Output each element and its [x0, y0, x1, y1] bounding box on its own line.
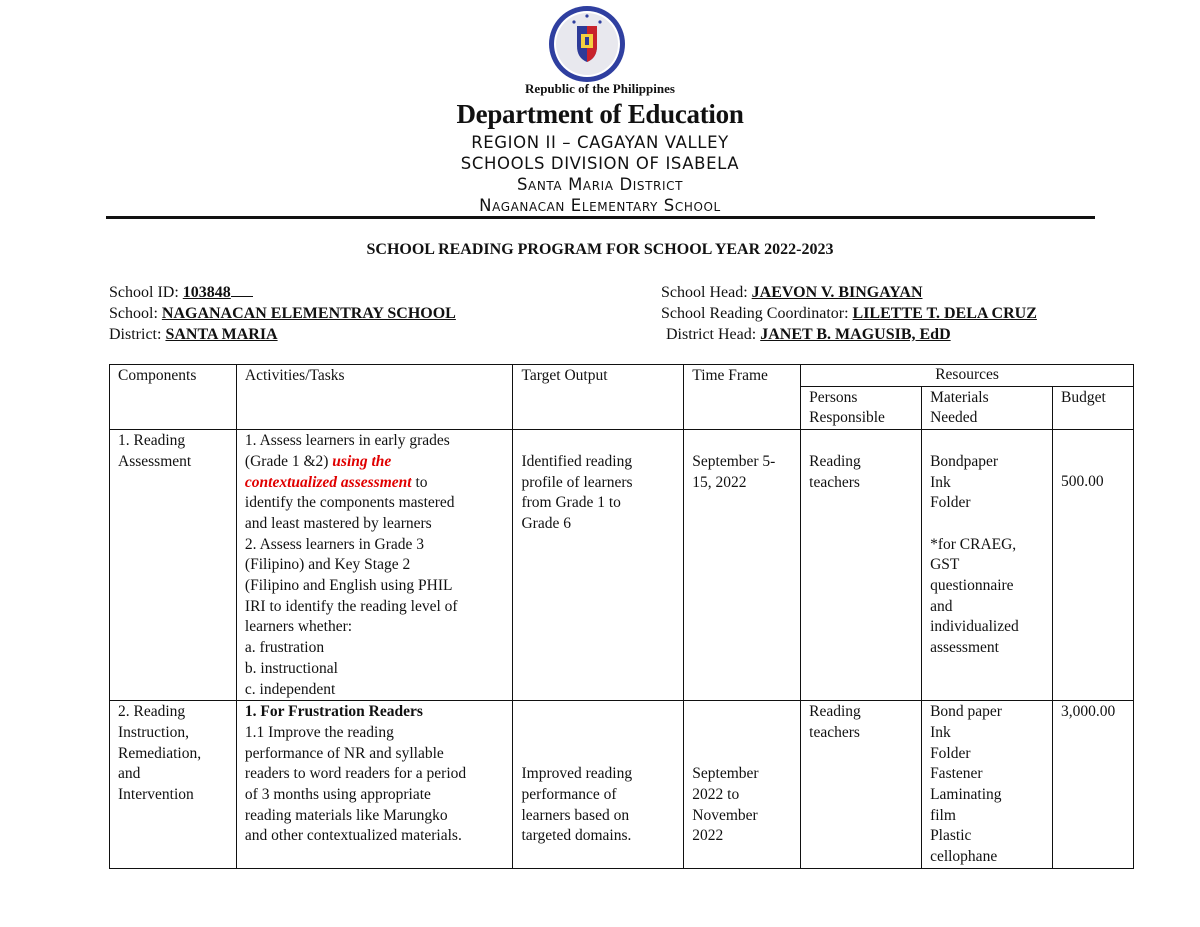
coordinator-row	[661, 303, 1037, 324]
row1-materials: Bondpaper Ink Folder *for CRAEG, GST questionnaire and individualized assessment	[922, 430, 1053, 701]
coordinator-label: School Reading Coordinator:	[661, 305, 849, 322]
header-divider	[106, 216, 1095, 219]
header-activities: Activities/Tasks	[236, 365, 513, 430]
republic-line: Republic of the Philippines	[525, 81, 675, 96]
row2-budget: 3,000.00	[1052, 701, 1133, 869]
row1-budget: 500.00	[1052, 430, 1133, 701]
header-persons: Persons Responsible	[801, 386, 922, 429]
row2-activities: 1. For Frustration Readers 1.1 Improve the reading performance of NR and syllable readers to word readers for a period of 3 months using appropriate reading materials like Marungko and other contextualized materials.	[236, 701, 513, 869]
row1-time: September 5- 15, 2022	[684, 430, 801, 701]
school-head-row	[661, 282, 923, 303]
school-label: School:	[109, 305, 158, 322]
school-line: Naganacan Elementary School	[479, 196, 721, 215]
header-components: Components	[110, 365, 237, 430]
school-head-value: JAEVON V. BINGAYAN	[751, 284, 923, 301]
region-line: REGION II – CAGAYAN VALLEY	[471, 133, 729, 152]
row1-component: 1. Reading Assessment	[110, 430, 237, 701]
row2-component: 2. Reading Instruction, Remediation, and Intervention	[110, 701, 237, 869]
header-budget: Budget	[1052, 386, 1133, 429]
district-head-row	[666, 324, 951, 345]
district-label: District:	[109, 326, 162, 343]
header-time-frame: Time Frame	[684, 365, 801, 430]
row2-time: September 2022 to November 2022	[684, 701, 801, 869]
department-name: Department of Education	[456, 99, 744, 129]
district-value: SANTA MARIA	[165, 326, 278, 343]
school-head-label: School Head:	[661, 284, 748, 301]
school-value: NAGANACAN ELEMENTRAY SCHOOL	[161, 305, 456, 322]
coordinator-value: LILETTE T. DELA CRUZ	[852, 305, 1037, 322]
header-target: Target Output	[513, 365, 684, 430]
row1-activities: 1. Assess learners in early grades (Grade 1 &2) using the contextualized assessment to identify the components mastered and least mastered by learners 2. Assess learners in Grade 3 (Filipino) and Key Stage 2 (Filipino and English using PHIL IRI to identify the reading level of learners whether: a. frustration b. instructional c. independent	[236, 430, 513, 701]
reading-program-table	[109, 364, 1134, 869]
district-row	[109, 324, 278, 345]
table-row	[110, 430, 1134, 701]
division-line: SCHOOLS DIVISION OF ISABELA	[460, 154, 740, 173]
school-id-row	[109, 282, 253, 303]
row2-target: Improved reading performance of learners based on targeted domains.	[513, 701, 684, 869]
row1-persons: Reading teachers	[801, 430, 922, 701]
district-head-label: District Head:	[666, 326, 757, 343]
document-title: SCHOOL READING PROGRAM FOR SCHOOL YEAR 2022-2023	[366, 241, 834, 258]
school-id-label: School ID:	[109, 284, 179, 301]
deped-seal-logo	[547, 4, 627, 84]
row1-target: Identified reading profile of learners from Grade 1 to Grade 6	[513, 430, 684, 701]
header-materials: Materials Needed	[922, 386, 1053, 429]
row2-materials: Bond paper Ink Folder Fastener Laminating film Plastic cellophane	[922, 701, 1053, 869]
table-header-row	[110, 365, 1134, 387]
school-id-value: 103848	[182, 284, 231, 301]
district-line: Santa Maria District	[516, 175, 684, 194]
district-head-value: JANET B. MAGUSIB, EdD	[760, 326, 951, 343]
table-row	[110, 701, 1134, 869]
school-row	[109, 303, 456, 324]
header-resources: Resources	[801, 365, 1134, 387]
row2-persons: Reading teachers	[801, 701, 922, 869]
underline-filler	[231, 282, 253, 297]
